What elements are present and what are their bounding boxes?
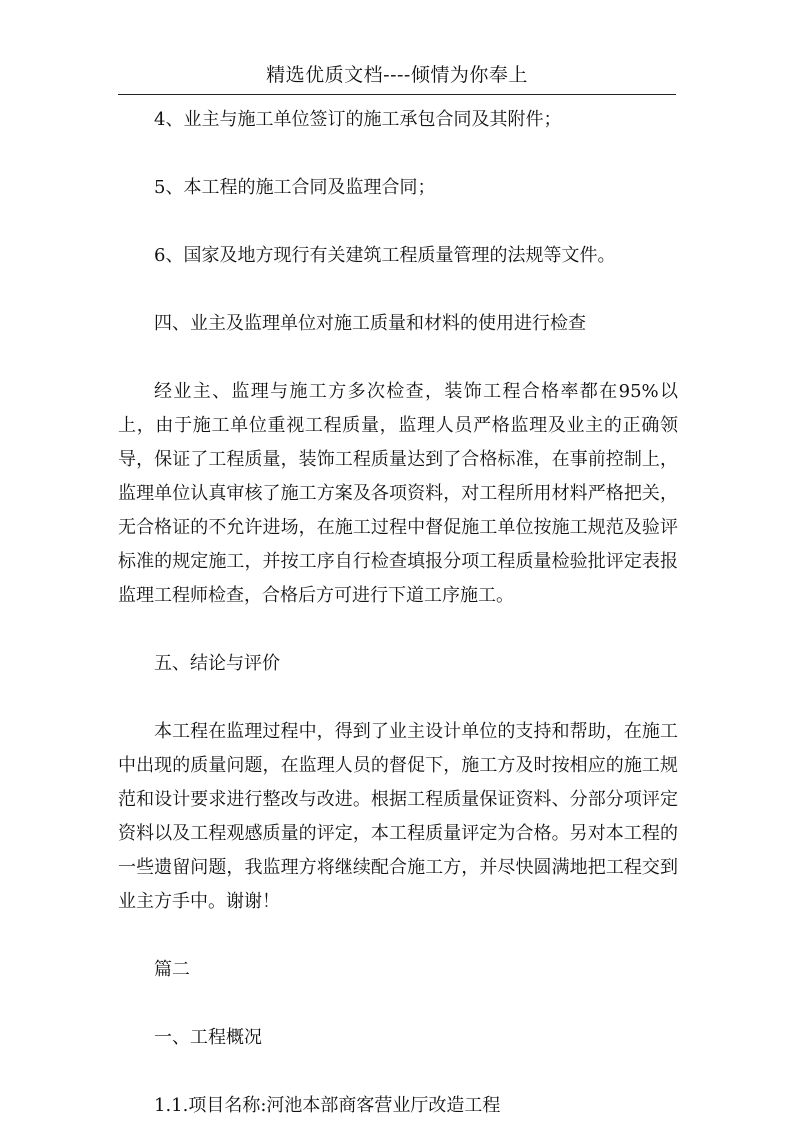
spacer [118,341,678,375]
section-4-paragraph: 经业主、监理与施工方多次检查，装饰工程合格率都在95%以上，由于施工单位重视工程质量，监理人员严格监理及业主的正确领导，保证了工程质量，装饰工程质量达到了合格标准，在事前控制上，监理单位认真审核了施工方案及各项资料，对工程所用材料严格把关，无合格证的不允许进场，在施工过程中督促施工单位按施工规范及验评标准的规定施工，并按工序自行检查填报分项工程质量检验批评定表报监理工程师检查，合格后方可进行下道工序施工。 [118,381,678,606]
spacer [118,137,678,171]
spacer [118,273,678,307]
section-5-heading: 五、结论与评价 [154,653,280,674]
spacer [118,1055,678,1089]
spacer [118,681,678,715]
list-item-5: 5、本工程的施工合同及监理合同； [154,177,436,198]
part-two-label: 篇二 [154,959,190,980]
section-5-paragraph: 本工程在监理过程中，得到了业主设计单位的支持和帮助，在施工中出现的质量问题，在监理人员的督促下，施工方及时按相应的施工规范和设计要求进行整改与改进。根据工程质量保证资料、分部分项评定资料以及工程观感质量的评定，本工程质量评定为合格。另对本工程的一些遗留问题，我监理方将继续配合施工方，并尽快圆满地把工程交到业主方手中。谢谢！ [118,721,678,912]
spacer [118,987,678,1021]
overview-heading: 一、工程概况 [154,1027,262,1048]
list-item-4: 4、业主与施工单位签订的施工承包合同及其附件； [154,109,562,130]
page-header-title: 精选优质文档----倾情为你奉上 [266,64,528,86]
spacer [118,919,678,953]
list-item-6: 6、国家及地方现行有关建筑工程质量管理的法规等文件。 [154,245,616,266]
project-name-line: 1.1.项目名称:河池本部商客营业厅改造工程 [154,1095,501,1116]
spacer [118,205,678,239]
document-body [118,103,678,1123]
section-4-heading: 四、业主及监理单位对施工质量和材料的使用进行检查 [154,313,586,334]
header-divider [118,94,676,95]
spacer [118,613,678,647]
